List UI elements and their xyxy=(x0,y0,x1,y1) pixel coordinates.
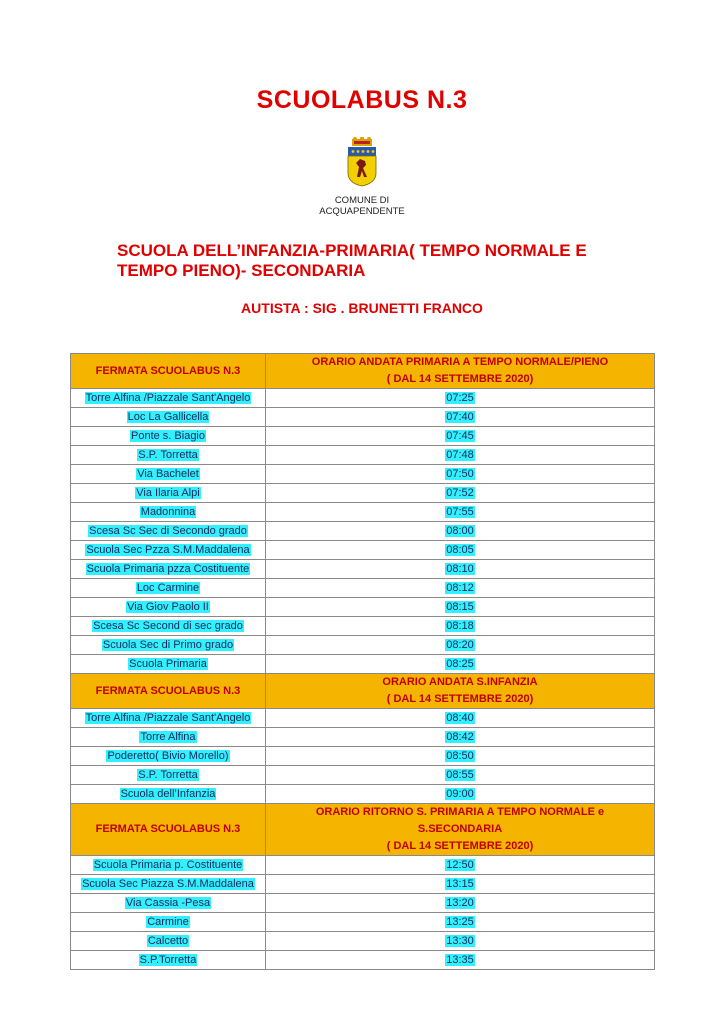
stop-name: Scesa Sc Second di sec grado xyxy=(93,619,243,632)
stop-name: Scuola Sec Piazza S.M.Maddalena xyxy=(82,877,254,890)
table-row xyxy=(71,913,655,932)
table-row xyxy=(71,522,655,541)
stop-name: Ponte s. Biagio xyxy=(131,429,205,442)
stop-time: 07:25 xyxy=(446,391,474,404)
stop-time: 13:20 xyxy=(446,896,474,909)
table-row xyxy=(71,446,655,465)
table-row xyxy=(71,408,655,427)
table-row xyxy=(71,636,655,655)
section-header-row xyxy=(71,674,655,709)
table-row xyxy=(71,728,655,747)
stop-time: 08:20 xyxy=(446,638,474,651)
stop-time: 07:50 xyxy=(446,467,474,480)
stop-time: 07:45 xyxy=(446,429,474,442)
stop-time: 07:55 xyxy=(446,505,474,518)
time-header-line: ORARIO ANDATA S.INFANZIA xyxy=(382,676,538,688)
stop-name: Scuola Primaria xyxy=(129,657,207,670)
school-subtitle xyxy=(117,241,657,281)
time-header-line: ( DAL 14 SETTEMBRE 2020) xyxy=(386,373,534,385)
stop-column-header: FERMATA SCUOLABUS N.3 xyxy=(71,804,266,856)
stop-name: Torre Alfina xyxy=(140,730,196,743)
table-row xyxy=(71,932,655,951)
table-row xyxy=(71,617,655,636)
stop-column-header: FERMATA SCUOLABUS N.3 xyxy=(71,674,266,709)
stop-name: Scuola Primaria p. Costituente xyxy=(93,858,243,871)
section-header-row xyxy=(71,354,655,389)
table-row xyxy=(71,951,655,970)
stop-name: Poderetto( Bivio Morello) xyxy=(107,749,229,762)
stop-time: 07:40 xyxy=(446,410,474,423)
stop-time: 09:00 xyxy=(446,787,474,800)
stop-name: Via Bachelet xyxy=(137,467,199,480)
stop-name: Scuola dell’Infanzia xyxy=(120,787,216,800)
stop-time: 08:50 xyxy=(446,749,474,762)
time-column-header xyxy=(266,354,655,389)
stop-name: Scesa Sc Sec di Secondo grado xyxy=(89,524,247,537)
stop-time: 08:12 xyxy=(446,581,474,594)
section-header-row xyxy=(71,804,655,856)
stop-name: Torre Alfina /Piazzale Sant'Angelo xyxy=(85,711,251,724)
stop-name: Via Giov Paolo II xyxy=(127,600,209,613)
stop-name: Calcetto xyxy=(147,934,189,947)
time-header-line: ( DAL 14 SETTEMBRE 2020) xyxy=(386,693,534,705)
comune-line-2: ACQUAPENDENTE xyxy=(319,206,405,217)
stop-time: 08:25 xyxy=(446,657,474,670)
time-column-header xyxy=(266,804,655,856)
stop-time: 08:55 xyxy=(446,768,474,781)
table-row xyxy=(71,655,655,674)
stop-time: 08:00 xyxy=(446,524,474,537)
stop-name: S.P. Torretta xyxy=(138,768,198,781)
stop-name: Scuola Primaria pzza Costituente xyxy=(86,562,250,575)
stop-time: 08:10 xyxy=(446,562,474,575)
stop-time: 08:40 xyxy=(446,711,474,724)
table-row xyxy=(71,875,655,894)
stop-name: Via Cassia -Pesa xyxy=(125,896,211,909)
table-row xyxy=(71,484,655,503)
table-row xyxy=(71,709,655,728)
time-header-line: ORARIO RITORNO S. PRIMARIA A TEMPO NORMALE e xyxy=(315,806,605,818)
table-row xyxy=(71,598,655,617)
stop-time: 07:48 xyxy=(446,448,474,461)
table-row xyxy=(71,465,655,484)
table-row xyxy=(71,427,655,446)
stop-name: Scuola Sec Pzza S.M.Maddalena xyxy=(86,543,250,556)
stop-time: 13:35 xyxy=(446,953,474,966)
table-row xyxy=(71,766,655,785)
subtitle-line-2: TEMPO PIENO)- SECONDARIA xyxy=(117,261,366,280)
stop-time: 08:15 xyxy=(446,600,474,613)
stop-name: S.P.Torretta xyxy=(139,953,197,966)
table-row xyxy=(71,785,655,804)
table-row xyxy=(71,560,655,579)
stop-name: S.P. Torretta xyxy=(138,448,198,461)
table-row xyxy=(71,856,655,875)
time-header-line: ORARIO ANDATA PRIMARIA A TEMPO NORMALE/PIENO xyxy=(311,356,609,368)
page-title: SCUOLABUS N.3 xyxy=(256,86,468,114)
stop-name: Carmine xyxy=(147,915,189,928)
stop-time: 13:15 xyxy=(446,877,474,890)
stop-name: Madonnina xyxy=(140,505,196,518)
stop-time: 12:50 xyxy=(446,858,474,871)
time-header-line: ( DAL 14 SETTEMBRE 2020) xyxy=(386,840,534,852)
stop-name: Scuola Sec di Primo grado xyxy=(102,638,234,651)
time-header-line: S.SECONDARIA xyxy=(417,823,503,835)
table-row xyxy=(71,894,655,913)
table-row xyxy=(71,503,655,522)
stop-column-header: FERMATA SCUOLABUS N.3 xyxy=(71,354,266,389)
stop-name: Loc Carmine xyxy=(136,581,200,594)
stop-time: 13:25 xyxy=(446,915,474,928)
comune-label xyxy=(300,195,424,217)
stop-name: Via Ilaria Alpi xyxy=(136,486,200,499)
subtitle-line-1: SCUOLA DELL’INFANZIA-PRIMARIA( TEMPO NORMALE E xyxy=(117,241,587,260)
stop-time: 08:05 xyxy=(446,543,474,556)
table-row xyxy=(71,579,655,598)
stop-time: 07:52 xyxy=(446,486,474,499)
table-row xyxy=(71,541,655,560)
time-column-header xyxy=(266,674,655,709)
coat-of-arms-icon xyxy=(332,137,392,187)
driver-label: AUTISTA : SIG . BRUNETTI FRANCO xyxy=(241,300,483,316)
stop-time: 08:42 xyxy=(446,730,474,743)
stop-name: Loc La Gallicella xyxy=(127,410,209,423)
comune-line-1: COMUNE DI xyxy=(334,195,390,206)
stop-time: 13:30 xyxy=(446,934,474,947)
schedule-table xyxy=(70,353,655,970)
stop-name: Torre Alfina /Piazzale Sant'Angelo xyxy=(85,391,251,404)
stop-time: 08:18 xyxy=(446,619,474,632)
table-row xyxy=(71,747,655,766)
table-row xyxy=(71,389,655,408)
